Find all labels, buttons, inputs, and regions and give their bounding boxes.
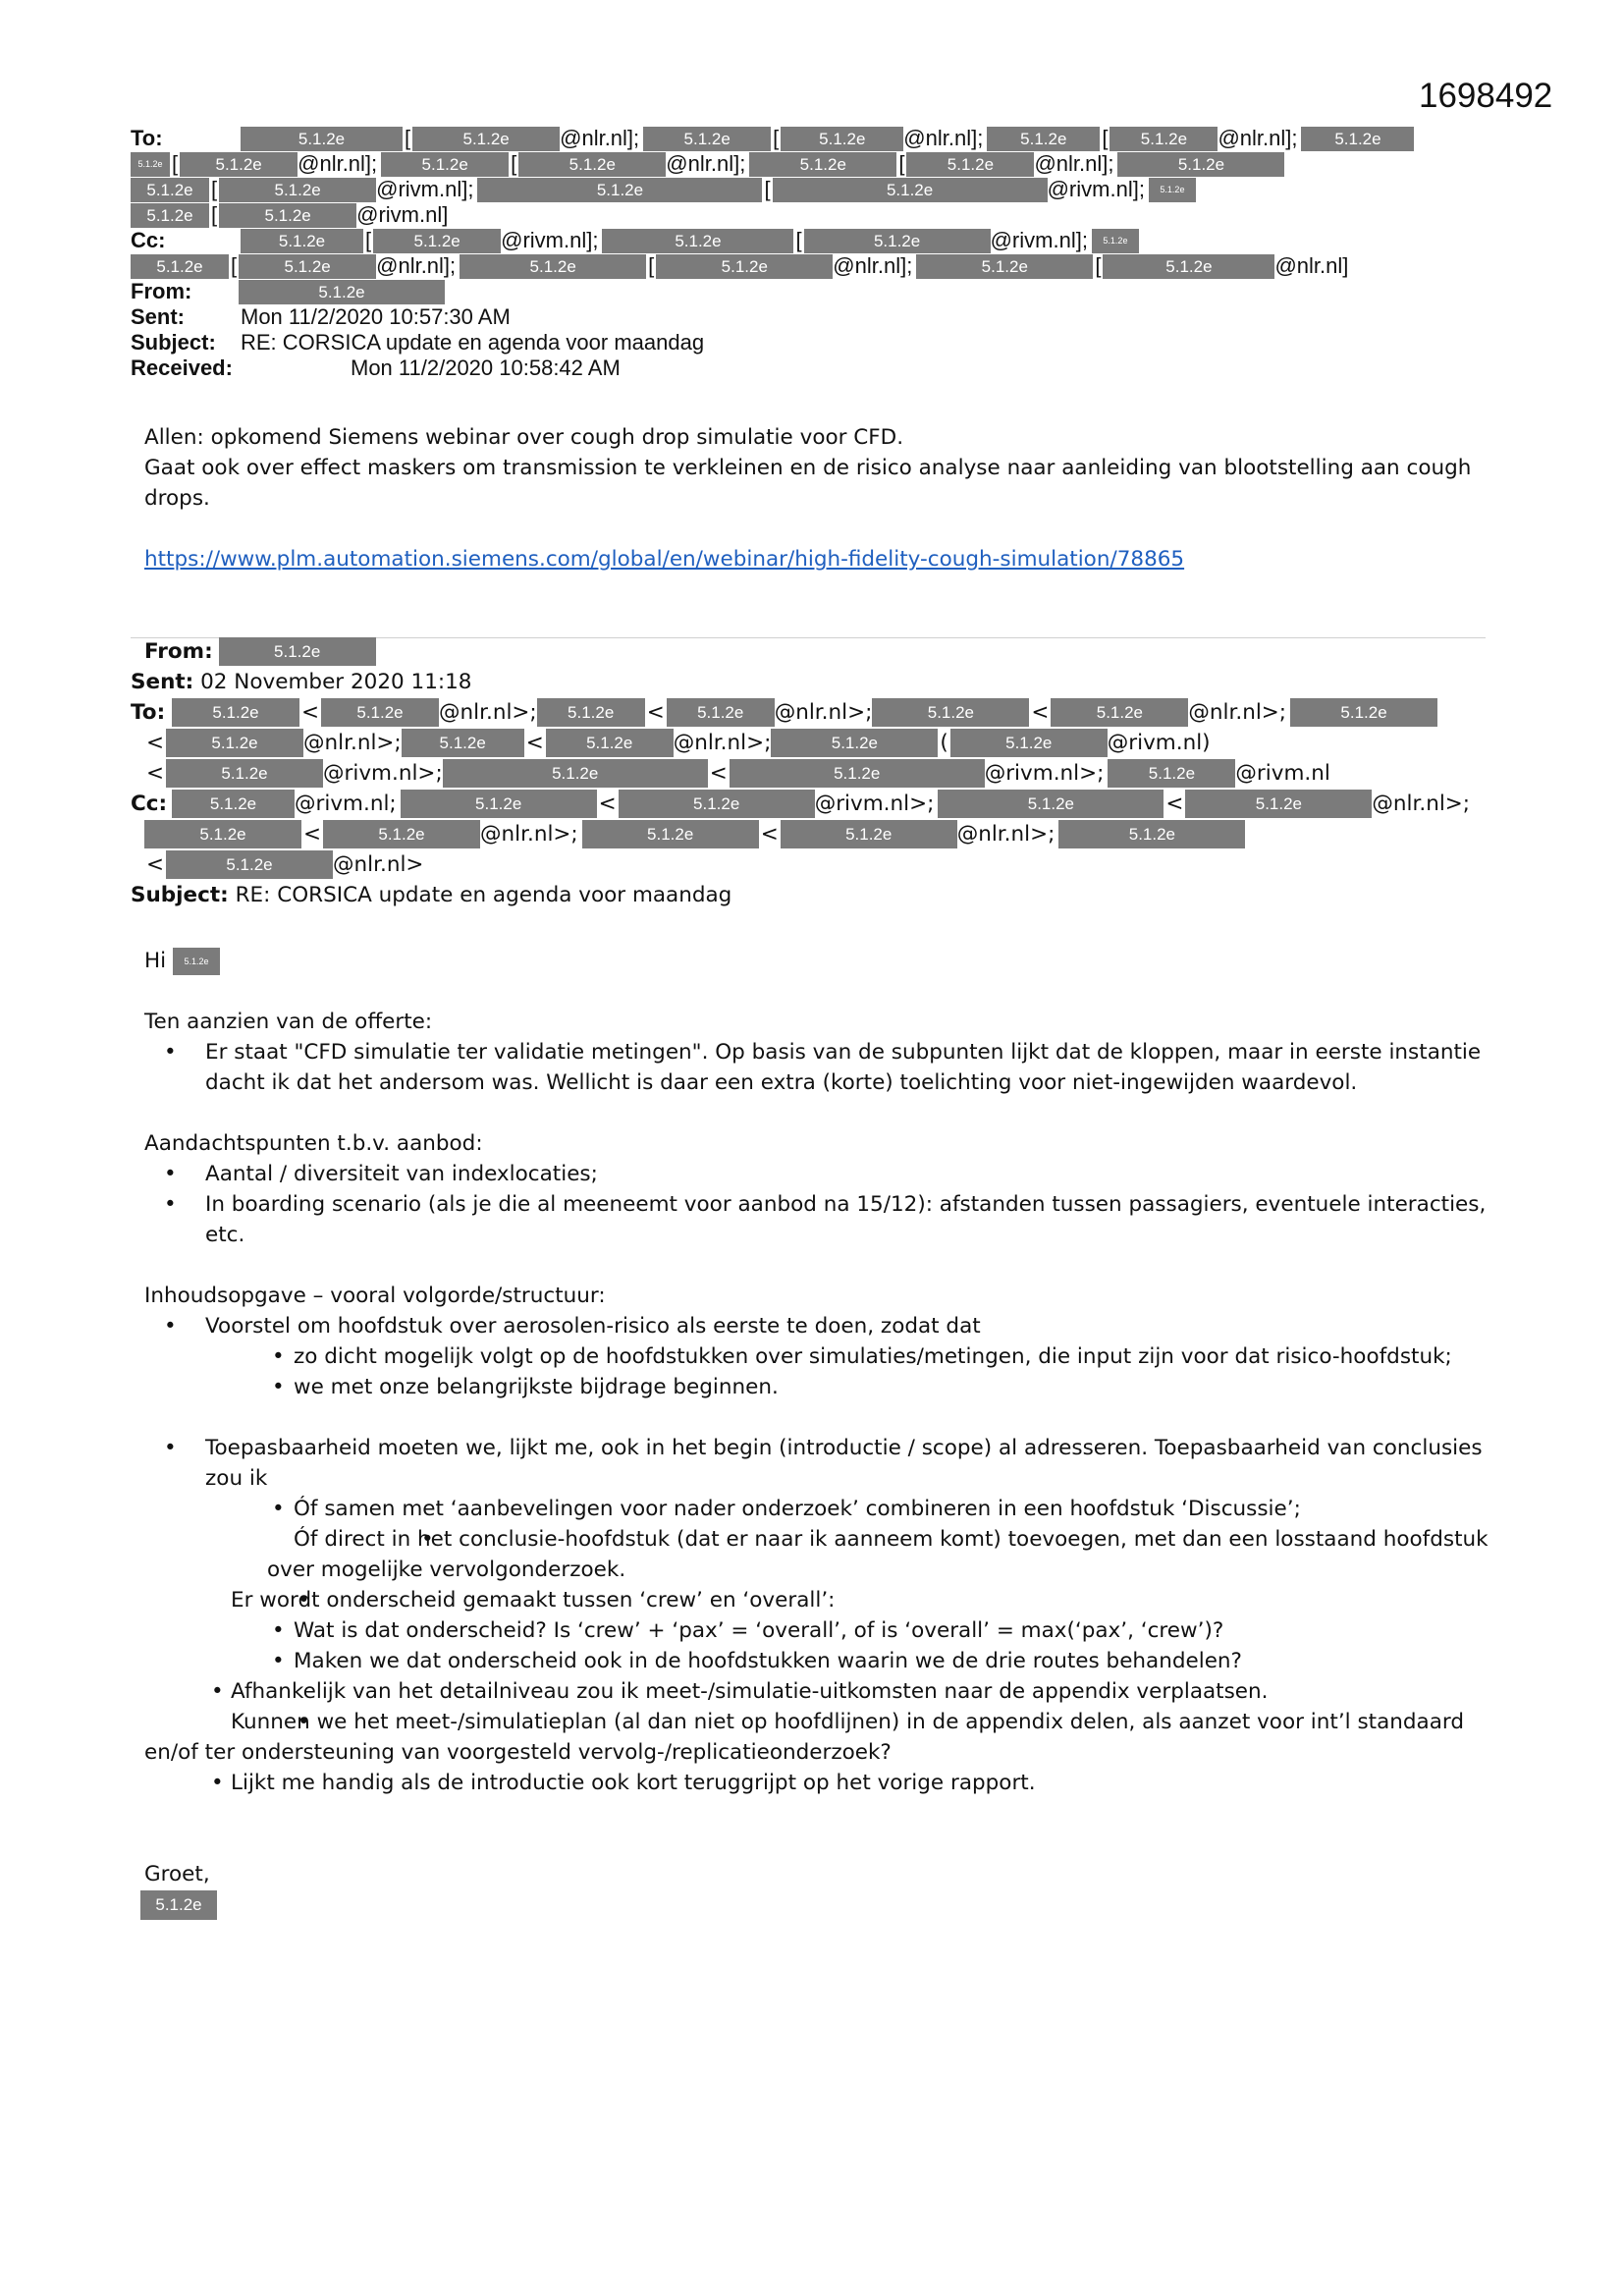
- cc-line-2: 5.1.2e [ 5.1.2e @nlr.nl]; 5.1.2e [ 5.1.2e @nlr.nl]; 5.1.2e [ 5.1.2e @nlr.nl]: [131, 253, 1535, 279]
- redaction: 5.1.2e: [172, 790, 295, 818]
- email-domain: @nlr.nl>;: [303, 731, 402, 755]
- redaction: 5.1.2e: [781, 127, 903, 151]
- email-domain: @rivm.nl];: [501, 228, 599, 252]
- to-line-3: < 5.1.2e @rivm.nl>; 5.1.2e < 5.1.2e @rivm.nl>; 5.1.2e @rivm.nl: [146, 761, 1330, 786]
- email1-body: [144, 422, 1519, 574]
- redaction: 5.1.2e: [1117, 152, 1284, 177]
- email-domain: @nlr.nl];: [298, 151, 378, 176]
- to-line-2: < 5.1.2e @nlr.nl>; 5.1.2e < 5.1.2e @nlr.nl>; 5.1.2e ( 5.1.2e @rivm.nl): [146, 731, 1211, 755]
- redaction: 5.1.2e: [602, 229, 793, 253]
- redaction: 5.1.2e: [166, 759, 323, 788]
- redaction: 5.1.2e: [381, 152, 509, 177]
- list-item: • Er staat "CFD simulatie ter validatie metingen". Op basis van de subpunten lijkt dat de kloppen, maar in eerste instantie dacht ik dat het andersom was. Wellicht is daar een extra (korte) toelichting voor niet-ingewijden waardevol.: [144, 1037, 1519, 1098]
- redaction: 5.1.2e: [219, 637, 376, 666]
- cc-label: Cc:: [131, 228, 166, 252]
- sent-label: Sent:: [131, 670, 194, 694]
- subject-line: [131, 330, 1535, 355]
- email-domain: @nlr.nl];: [833, 253, 913, 278]
- greeting-line: [144, 946, 1519, 976]
- document-number: 1698492: [1419, 77, 1553, 115]
- list-item: • Aantal / diversiteit van indexlocaties;: [144, 1159, 1519, 1189]
- email-domain: @nlr.nl>;: [774, 700, 873, 725]
- redaction: 5.1.2e: [172, 698, 299, 727]
- received-value: Mon 11/2/2020 10:58:42 AM: [351, 355, 621, 380]
- email1-header: [131, 126, 1535, 381]
- received-line: [131, 355, 1535, 381]
- redaction: 5.1.2e: [131, 254, 229, 279]
- list-item: • Lijkt me handig als de introductie ook kort teruggrijpt op het vorige rapport.: [144, 1768, 1519, 1798]
- redaction: 5.1.2e: [323, 820, 480, 848]
- email-domain: @rivm.nl];: [990, 228, 1088, 252]
- sent-line: [131, 667, 1525, 697]
- to-line-2: 5.1.2e [ 5.1.2e @nlr.nl]; 5.1.2e [ 5.1.2e @nlr.nl]; 5.1.2e [ 5.1.2e @nlr.nl]; 5.1.2e: [131, 151, 1535, 177]
- redaction: 5.1.2e: [241, 229, 363, 253]
- email-domain: @rivm.nl): [1107, 731, 1211, 755]
- redaction: 5.1.2e: [1103, 254, 1274, 279]
- email-domain: @nlr.nl>: [333, 852, 424, 877]
- redaction: 5.1.2e: [906, 152, 1034, 177]
- list-subitem: • Óf direct in het conclusie-hoofdstuk (dat er naar ik aanneem komt) toevoegen, met dan een losstaand hoofdstuk over mogelijke vervolgonderzoek.: [267, 1524, 1519, 1585]
- redaction: 5.1.2e: [1110, 127, 1218, 151]
- webinar-link[interactable]: https://www.plm.automation.siemens.com/global/en/webinar/high-fidelity-cough-simulation/78865: [144, 547, 1185, 572]
- redaction: 5.1.2e: [477, 178, 762, 202]
- redaction: 5.1.2e: [131, 203, 209, 228]
- email-domain: @rivm.nl];: [376, 177, 474, 201]
- email-domain: @rivm.nl>;: [984, 761, 1105, 786]
- list-subitem: • we met onze belangrijkste bijdrage beginnen.: [144, 1372, 1519, 1402]
- redaction: 5.1.2e: [166, 850, 333, 879]
- redaction: 5.1.2e: [1092, 229, 1139, 253]
- redaction: 5.1.2e: [1290, 698, 1437, 727]
- redaction: 5.1.2e: [401, 790, 597, 818]
- cc-line-2: 5.1.2e < 5.1.2e @nlr.nl>; 5.1.2e < 5.1.2e @nlr.nl>; 5.1.2e: [131, 819, 1525, 849]
- redaction: 5.1.2e: [1149, 178, 1196, 202]
- email-domain: @nlr.nl>;: [956, 822, 1056, 847]
- sent-line: [131, 304, 1535, 330]
- cc-line-1: Cc: 5.1.2e @rivm.nl; 5.1.2e < 5.1.2e @rivm.nl>; 5.1.2e < 5.1.2e @nlr.nl>;: [131, 792, 1471, 816]
- redaction: 5.1.2e: [916, 254, 1093, 279]
- greeting: Hi: [144, 949, 167, 973]
- to-line-1: To: 5.1.2e [ 5.1.2e @nlr.nl]; 5.1.2e [ 5.1.2e @nlr.nl]; 5.1.2e [ 5.1.2e @nlr.nl]; 5.1.2e: [131, 126, 1535, 151]
- redaction: 5.1.2e: [1051, 698, 1188, 727]
- subject-label: Subject:: [131, 330, 216, 355]
- redaction: 5.1.2e: [987, 127, 1100, 151]
- redaction: 5.1.2e: [1108, 759, 1235, 788]
- list-subitem: • Maken we dat onderscheid ook in de hoofdstukken waarin we de drie routes behandelen?: [144, 1646, 1519, 1676]
- redaction: 5.1.2e: [239, 280, 445, 304]
- list-item: • Er wordt onderscheid gemaakt tussen ‘crew’ en ‘overall’:: [144, 1585, 1519, 1615]
- redaction: 5.1.2e: [749, 152, 896, 177]
- from-line: [131, 279, 1535, 304]
- email-domain: @nlr.nl>;: [1372, 792, 1471, 816]
- to-line-1: To: 5.1.2e < 5.1.2e @nlr.nl>; 5.1.2e < 5.1.2e @nlr.nl>; 5.1.2e < 5.1.2e @nlr.nl>; 5.1.2e: [131, 697, 1525, 728]
- redaction: 5.1.2e: [518, 152, 666, 177]
- email-domain: @nlr.nl];: [560, 126, 640, 150]
- to-label: To:: [131, 700, 166, 725]
- redaction: 5.1.2e: [938, 790, 1164, 818]
- email-domain: @nlr.nl];: [376, 253, 457, 278]
- email-domain: @nlr.nl>;: [480, 822, 578, 847]
- body-paragraph: Allen: opkomend Siemens webinar over cough drop simulatie voor CFD.: [144, 425, 904, 450]
- redaction: 5.1.2e: [180, 152, 298, 177]
- list-item: • Kunnen we het meet-/simulatieplan (al dan niet op hoofdlijnen) in de appendix delen, als aanzet voor int’l standaard en/of ter ondersteuning van voorgesteld vervolg-/replicatieonderzoek?: [144, 1707, 1519, 1768]
- inhoud-heading: Inhoudsopgave – vooral volgorde/structuur:: [144, 1284, 606, 1308]
- redaction: 5.1.2e: [730, 759, 985, 788]
- redaction: 5.1.2e: [1058, 820, 1245, 848]
- redaction: 5.1.2e: [619, 790, 815, 818]
- list-item: • In boarding scenario (als je die al meeneemt voor aanbod na 15/12): afstanden tussen passagiers, eventuele interacties, etc.: [144, 1189, 1519, 1250]
- list-item: • Voorstel om hoofdstuk over aerosolen-risico als eerste te doen, zodat dat: [144, 1311, 1519, 1341]
- email-domain: @nlr.nl>;: [673, 731, 772, 755]
- redaction: 5.1.2e: [643, 127, 771, 151]
- sent-value: 02 November 2020 11:18: [200, 670, 472, 694]
- aanbod-list: [144, 1159, 1519, 1250]
- list-subitem: • zo dicht mogelijk volgt op de hoofdstukken over simulaties/metingen, die input zijn voor dat risico-hoofdstuk;: [144, 1341, 1519, 1372]
- list-item: • Afhankelijk van het detailniveau zou ik meet-/simulatie-uitkomsten naar de appendix verplaatsen.: [144, 1676, 1519, 1707]
- email2-header: [131, 636, 1525, 910]
- redaction: 5.1.2e: [537, 698, 645, 727]
- subject-line: [131, 880, 1525, 910]
- email-domain: @rivm.nl>;: [814, 792, 935, 816]
- to-line-3: 5.1.2e [ 5.1.2e @rivm.nl]; 5.1.2e [ 5.1.2e @rivm.nl]; 5.1.2e: [131, 177, 1535, 202]
- redaction: 5.1.2e: [771, 729, 938, 757]
- email-domain: @rivm.nl];: [1047, 177, 1145, 201]
- redaction: 5.1.2e: [402, 729, 524, 757]
- redaction: 5.1.2e: [166, 729, 303, 757]
- redaction: 5.1.2e: [546, 729, 674, 757]
- redaction: 5.1.2e: [131, 152, 170, 177]
- from-label: From:: [131, 279, 192, 303]
- redaction: 5.1.2e: [443, 759, 708, 788]
- redaction: 5.1.2e: [219, 203, 356, 228]
- email-domain: @nlr.nl];: [1218, 126, 1298, 150]
- redaction: 5.1.2e: [131, 178, 209, 202]
- subject-value: RE: CORSICA update en agenda voor maandag: [241, 330, 705, 355]
- redaction: 5.1.2e: [373, 229, 501, 253]
- redaction: 5.1.2e: [1301, 127, 1414, 151]
- from-line: [144, 636, 1525, 667]
- list-subitem: • Óf samen met ‘aanbevelingen voor nader onderzoek’ combineren in een hoofdstuk ‘Discussie’;: [144, 1494, 1519, 1524]
- to-label: To:: [131, 126, 163, 150]
- cc-line-3: < 5.1.2e @nlr.nl>: [146, 852, 424, 877]
- email-domain: @nlr.nl];: [666, 151, 746, 176]
- email-domain: @nlr.nl]: [1274, 253, 1349, 278]
- sent-label: Sent:: [131, 304, 185, 329]
- email2-body: [144, 946, 1519, 1920]
- offerte-heading: Ten aanzien van de offerte:: [144, 1010, 433, 1034]
- redaction: 5.1.2e: [219, 178, 376, 202]
- from-label: From:: [144, 639, 213, 664]
- cc-line-1: Cc: 5.1.2e [ 5.1.2e @rivm.nl]; 5.1.2e [ 5.1.2e @rivm.nl]; 5.1.2e: [131, 228, 1535, 253]
- subject-label: Subject:: [131, 883, 229, 907]
- sent-value: Mon 11/2/2020 10:57:30 AM: [241, 304, 511, 329]
- list-item: • Toepasbaarheid moeten we, lijkt me, ook in het begin (introductie / scope) al adresseren. Toepasbaarheid van conclusies zou ik: [144, 1433, 1519, 1494]
- subject-value: RE: CORSICA update en agenda voor maandag: [235, 883, 732, 907]
- redaction: 5.1.2e: [656, 254, 833, 279]
- list-subitem: • Wat is dat onderscheid? Is ‘crew’ + ‘pax’ = ‘overall’, of is ‘overall’ = max(‘pax’, ‘crew’)?: [144, 1615, 1519, 1646]
- to-line-4: 5.1.2e [ 5.1.2e @rivm.nl]: [131, 202, 1535, 228]
- aanbod-heading: Aandachtspunten t.b.v. aanbod:: [144, 1131, 483, 1156]
- redaction: 5.1.2e: [460, 254, 646, 279]
- redaction: 5.1.2e: [872, 698, 1029, 727]
- redaction: 5.1.2e: [321, 698, 439, 727]
- redaction: 5.1.2e: [1185, 790, 1372, 818]
- body-paragraph: Gaat ook over effect maskers om transmission te verkleinen en de risico analyse naar aanleiding van blootstelling aan cough drops.: [144, 456, 1472, 511]
- offerte-list: [144, 1037, 1519, 1098]
- redaction: 5.1.2e: [412, 127, 560, 151]
- email-domain: @nlr.nl>;: [1188, 700, 1287, 725]
- redaction: 5.1.2e: [804, 229, 991, 253]
- redaction: 5.1.2e: [582, 820, 759, 848]
- email-domain: @rivm.nl;: [295, 792, 397, 816]
- redaction: 5.1.2e: [173, 948, 220, 975]
- email-domain: @nlr.nl>;: [439, 700, 537, 725]
- redaction: 5.1.2e: [144, 820, 301, 848]
- email-domain: @nlr.nl];: [903, 126, 984, 150]
- email-domain: @rivm.nl>;: [323, 761, 443, 786]
- received-label: Received:: [131, 355, 233, 380]
- redaction: 5.1.2e: [773, 178, 1048, 202]
- redaction: 5.1.2e: [239, 254, 376, 279]
- email-domain: @nlr.nl];: [1034, 151, 1114, 176]
- email-domain: @rivm.nl: [1235, 761, 1330, 786]
- email-domain: @rivm.nl]: [356, 202, 449, 227]
- redaction: 5.1.2e: [241, 127, 403, 151]
- redaction: 5.1.2e: [667, 698, 775, 727]
- closing: Groet,: [144, 1862, 210, 1886]
- inhoud-list: [144, 1311, 1519, 1798]
- cc-label: Cc:: [131, 792, 168, 816]
- redaction: 5.1.2e: [950, 729, 1108, 757]
- redaction: 5.1.2e: [781, 820, 957, 848]
- redaction: 5.1.2e: [140, 1890, 217, 1920]
